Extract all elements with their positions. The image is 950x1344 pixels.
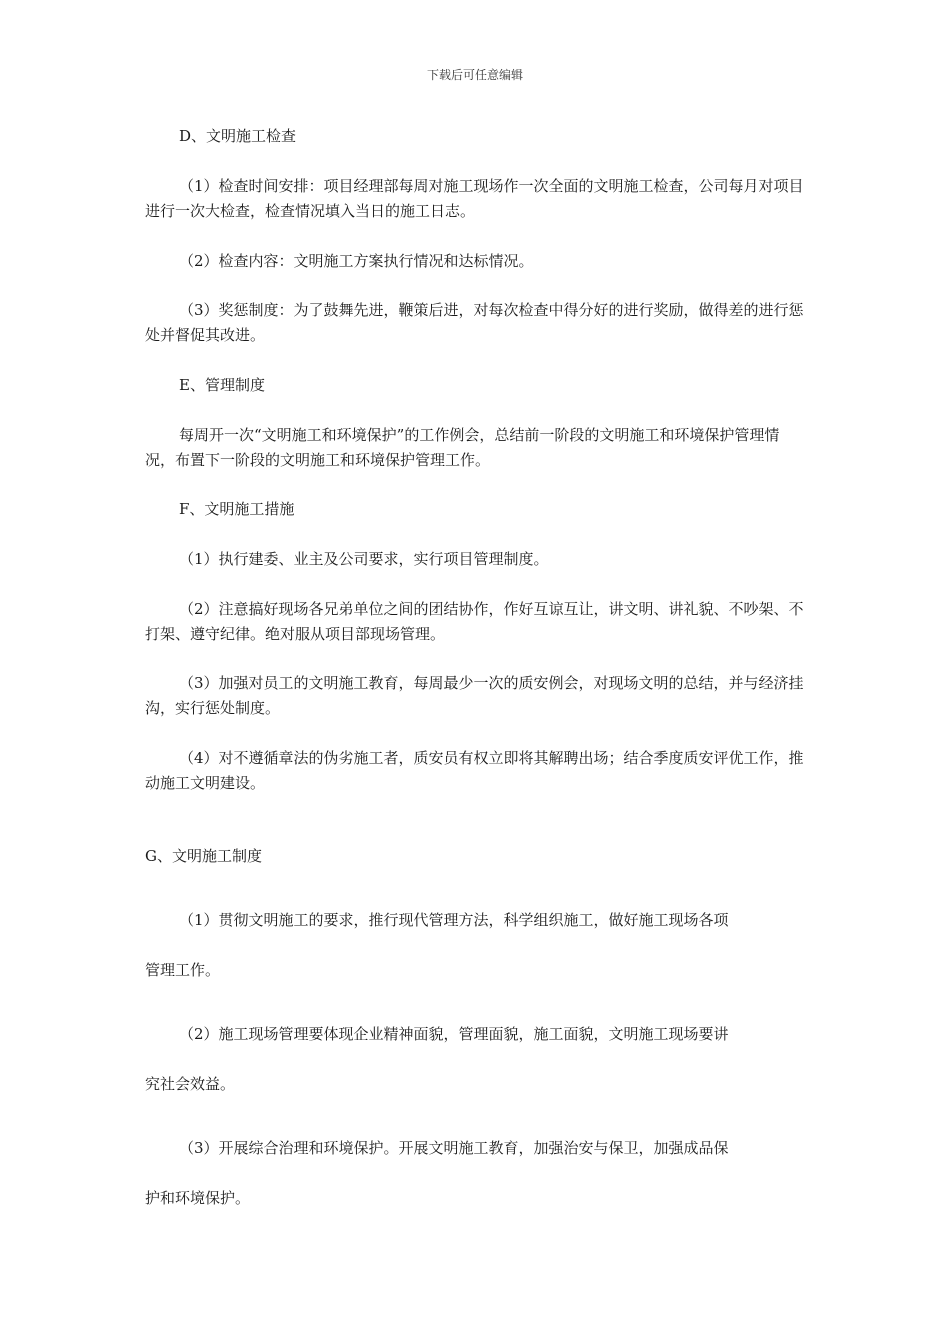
- section-heading-g: G、文明施工制度: [145, 847, 262, 865]
- paragraph-f-2: （2）注意搞好现场各兄弟单位之间的团结协作，作好互谅互让，讲文明、讲礼貌、不吵架、不打架、遵守纪律。绝对服从项目部现场管理。: [145, 600, 804, 643]
- paragraph-g-2-line-2: 究社会效益。: [145, 1075, 236, 1093]
- paragraph-f-4: （4）对不遵循章法的伪劣施工者，质安员有权立即将其解聘出场；结合季度质安评优工作，推动施工文明建设。: [145, 749, 804, 792]
- paragraph-g-3-line-1: （3）开展综合治理和环境保护。开展文明施工教育，加强治安与保卫，加强成品保: [179, 1139, 729, 1157]
- paragraph-g-2-line-1: （2）施工现场管理要体现企业精神面貌，管理面貌，施工面貌，文明施工现场要讲: [179, 1025, 729, 1043]
- paragraph-e-1: 每周开一次“文明施工和环境保护”的工作例会，总结前一阶段的文明施工和环境保护管理情况，布置下一阶段的文明施工和环境保护管理工作。: [145, 426, 780, 469]
- paragraph-f-3: （3）加强对员工的文明施工教育，每周最少一次的质安例会，对现场文明的总结，并与经济挂沟，实行惩处制度。: [145, 674, 804, 717]
- paragraph-d-2: （2）检查内容：文明施工方案执行情况和达标情况。: [179, 252, 534, 270]
- paragraph-g-1-line-2: 管理工作。: [145, 961, 221, 979]
- paragraph-d-3: （3）奖惩制度：为了鼓舞先进，鞭策后进，对每次检查中得分好的进行奖励，做得差的进行惩处并督促其改进。: [145, 301, 804, 344]
- page-header-note: 下载后可任意编辑: [426, 68, 523, 82]
- section-heading-f: F、文明施工措施: [179, 500, 295, 518]
- paragraph-g-1-line-1: （1）贯彻文明施工的要求，推行现代管理方法，科学组织施工，做好施工现场各项: [179, 911, 729, 929]
- paragraph-d-1: （1）检查时间安排：项目经理部每周对施工现场作一次全面的文明施工检查，公司每月对项目进行一次大检查，检查情况填入当日的施工日志。: [145, 177, 804, 220]
- section-heading-e: E、管理制度: [179, 376, 265, 394]
- paragraph-g-3-line-2: 护和环境保护。: [145, 1189, 251, 1207]
- section-heading-d: D、文明施工检查: [179, 127, 297, 145]
- paragraph-f-1: （1）执行建委、业主及公司要求，实行项目管理制度。: [179, 550, 549, 568]
